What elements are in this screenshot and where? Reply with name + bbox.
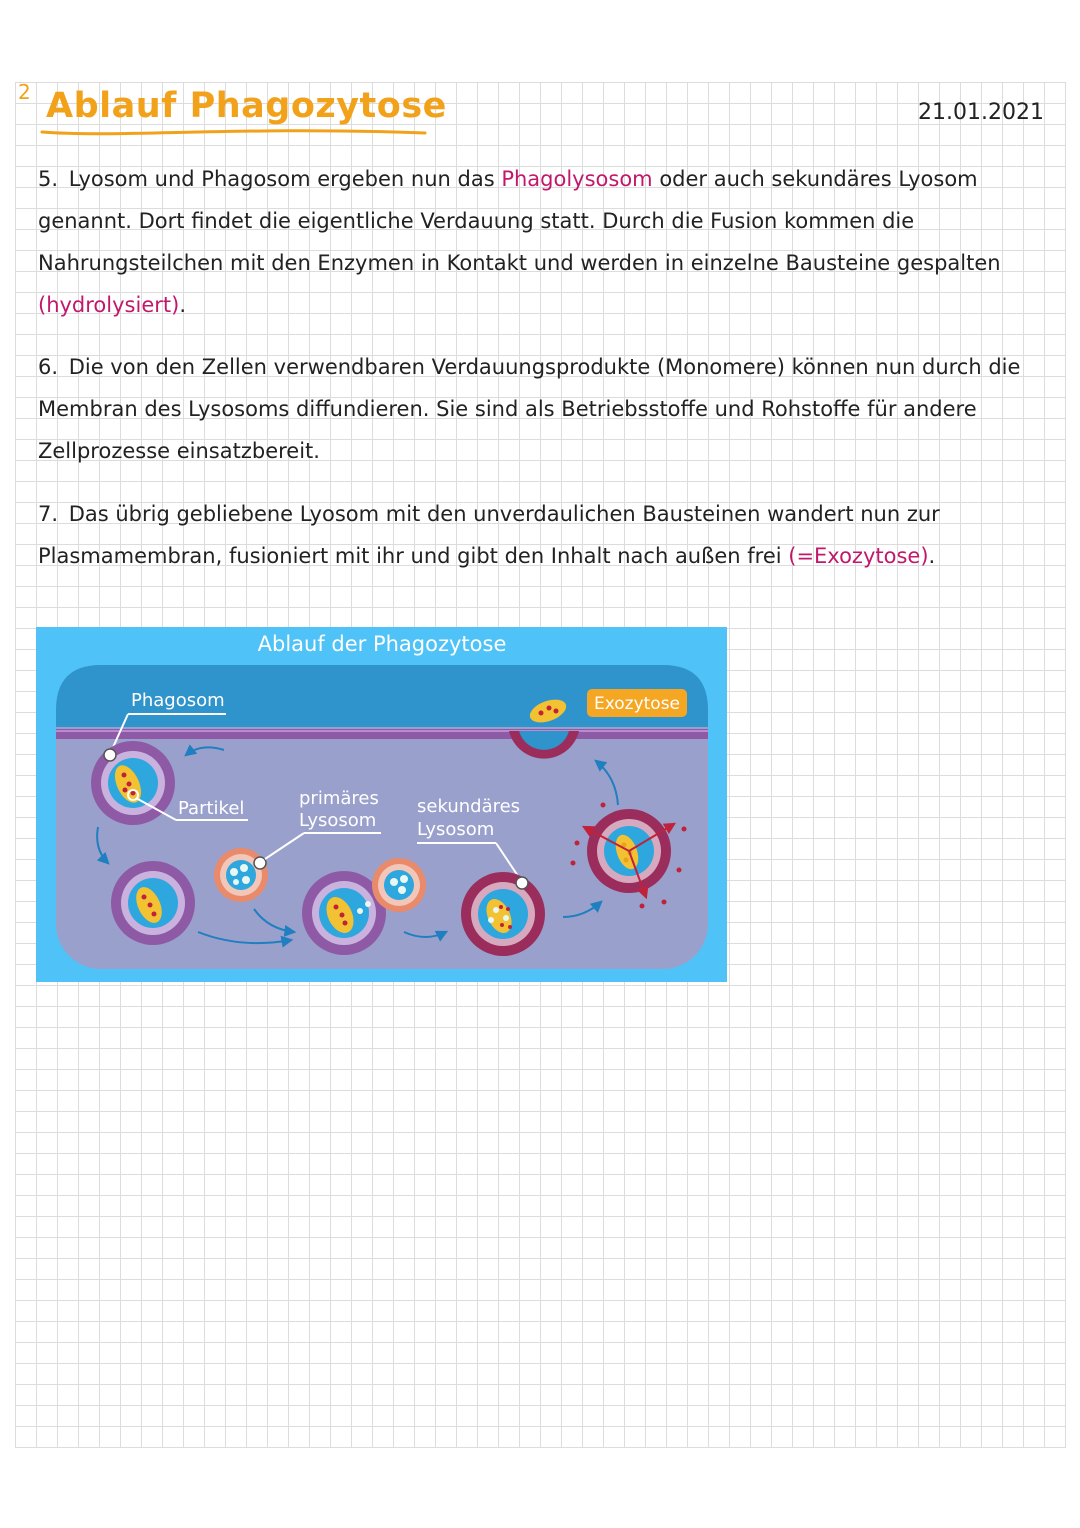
primaeres-label-2: Lysosom — [299, 810, 377, 831]
paragraph-5-text-before: Lyosom und Phagosom ergeben nun das — [68, 167, 502, 191]
paragraph-7 — [38, 493, 1038, 577]
paragraph-7-text: Das übrig gebliebene Lyosom mit den unverdaulichen Bausteinen wandert nun zur Plasmamembran, fusioniert mit ihr und gibt den Inhalt nach außen frei — [38, 502, 940, 568]
hydrolysiert-term: (hydrolysiert) — [38, 293, 180, 317]
paragraph-5-text-middle: oder auch sekundäres Lyosom genannt. Dort findet die eigentliche Verdauung statt. Durch die Fusion kommen die Nahrungsteilchen mit den Enzymen in Kontakt und werden in einzelne Bausteine gespalten — [38, 167, 1001, 275]
diagram-title: Ablauf der Phagozytose — [257, 632, 507, 656]
exozytose-label: Exozytose — [593, 694, 681, 714]
phagosom-label: Phagosom — [131, 690, 225, 711]
paragraph-7-number: 7. — [38, 502, 59, 526]
phagocytosis-diagram — [36, 627, 727, 982]
page-title: Ablauf Phagozytose — [46, 86, 447, 126]
paragraph-5-number: 5. — [38, 167, 59, 191]
page-number: 2 — [18, 80, 31, 104]
paragraph-7-text-after: . — [928, 544, 936, 568]
sekundaeres-label-1: sekundäres — [417, 796, 521, 817]
exozytose-term: (=Exozytose) — [788, 544, 929, 568]
paragraph-6-number: 6. — [38, 355, 59, 379]
page-date: 21.01.2021 — [918, 100, 1044, 125]
paragraph-6-text: Die von den Zellen verwendbaren Verdauungsprodukte (Monomere) können nun durch die Membran des Lysosoms diffundieren. Sie sind als Betriebsstoffe und Rohstoffe für andere Zellprozesse einsatzbereit. — [38, 355, 1021, 463]
sekundaeres-label-2: Lysosom — [417, 819, 495, 840]
paragraph-5-text-after: . — [179, 293, 186, 317]
paragraph-5 — [38, 158, 1038, 326]
phagolysosom-term: Phagolysosom — [501, 167, 653, 191]
title-underline — [40, 124, 430, 140]
partikel-label: Partikel — [178, 798, 245, 819]
paragraph-6 — [38, 346, 1038, 472]
primaeres-label-1: primäres — [299, 788, 379, 809]
